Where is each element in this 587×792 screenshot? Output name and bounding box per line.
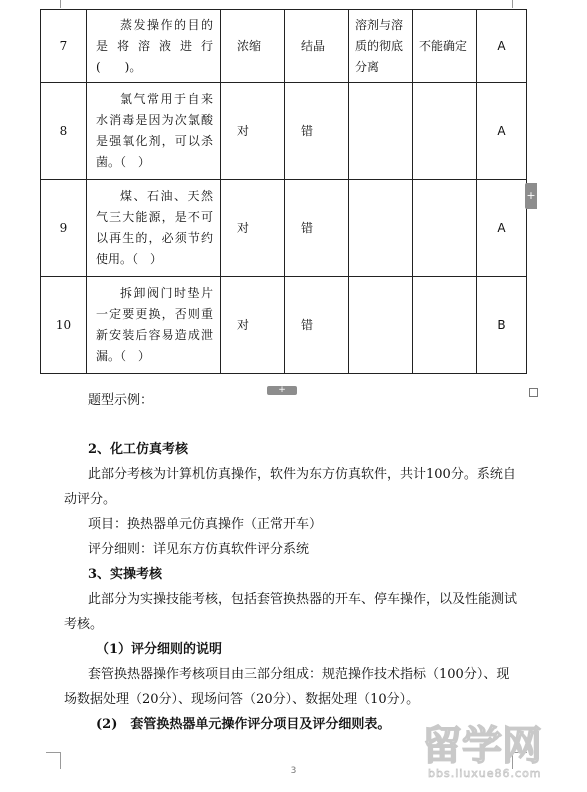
plus-icon: + — [526, 189, 536, 202]
table-row — [41, 277, 527, 374]
section-2-rule: 评分细则：详见东方仿真软件评分系统 — [88, 542, 310, 557]
section-3-heading: 3、实操考核 — [88, 567, 163, 582]
option-d — [413, 83, 477, 180]
question-number: 8 — [41, 83, 87, 180]
section-3-paragraph: 此部分为实操技能考核，包括套管换热器的开车、停车操作，以及性能测试 — [88, 592, 518, 607]
question-number: 9 — [41, 180, 87, 277]
question-text: 氯气常用于自来水消毒是因为次氯酸是强氧化剂，可以杀菌。（ ） — [87, 83, 221, 180]
question-text: 煤、石油、天然气三大能源，是不可以再生的，必须节约使用。（ ） — [87, 180, 221, 277]
page-number: 3 — [290, 766, 297, 776]
option-b: 错 — [285, 180, 349, 277]
option-a: 对 — [221, 180, 285, 277]
add-column-button[interactable] — [525, 183, 537, 209]
plus-icon: + — [278, 385, 286, 395]
option-a: 对 — [221, 277, 285, 374]
section-2-paragraph-cont: 动评分。 — [64, 492, 117, 507]
subsection-1-paragraph: 套管换热器操作考核项目由三部分组成：规范操作技术指标（100分）、现 — [88, 667, 510, 682]
option-b: 错 — [285, 83, 349, 180]
answer: A — [477, 83, 527, 180]
answer: A — [477, 10, 527, 83]
crop-mark-top-left — [46, 0, 61, 8]
example-label: 题型示例： — [88, 393, 154, 408]
section-2-heading: 2、化工仿真考核 — [88, 442, 189, 457]
option-d — [413, 277, 477, 374]
option-c — [349, 180, 413, 277]
question-number: 7 — [41, 10, 87, 83]
option-a: 浓缩 — [221, 10, 285, 83]
option-c — [349, 83, 413, 180]
option-d: 不能确定 — [413, 10, 477, 83]
crop-mark-top-right — [512, 0, 527, 8]
subsection-1-paragraph-cont: 场数据处理（20分）、现场问答（20分）、数据处理（10分）。 — [64, 692, 420, 707]
subsection-2-heading: (2) 套管换热器单元操作评分项目及评分细则表。 — [96, 717, 391, 732]
table-row — [41, 10, 527, 83]
question-table — [40, 9, 527, 374]
section-2-item: 项目：换热器单元仿真操作（正常开车） — [88, 517, 323, 532]
subsection-1-heading: （1）评分细则的说明 — [96, 642, 223, 657]
option-d — [413, 180, 477, 277]
question-number: 10 — [41, 277, 87, 374]
answer: B — [477, 277, 527, 374]
watermark-url: bbs.liuxue86.com — [428, 767, 542, 780]
table-row — [41, 83, 527, 180]
table-row — [41, 180, 527, 277]
option-c — [349, 277, 413, 374]
section-2-paragraph: 此部分考核为计算机仿真操作，软件为东方仿真软件，共计100分。系统自 — [88, 467, 516, 482]
question-text: 拆卸阀门时垫片一定要更换，否则重新安装后容易造成泄漏。（ ） — [87, 277, 221, 374]
answer: A — [477, 180, 527, 277]
option-a: 对 — [221, 83, 285, 180]
question-text: 蒸发操作的目的是将溶液进行( )。 — [87, 10, 221, 83]
option-b: 结晶 — [285, 10, 349, 83]
option-b: 错 — [285, 277, 349, 374]
watermark-logo: 留学网 — [422, 723, 542, 769]
option-c: 溶剂与溶质的彻底分离 — [349, 10, 413, 83]
section-3-paragraph-cont: 考核。 — [64, 617, 104, 632]
